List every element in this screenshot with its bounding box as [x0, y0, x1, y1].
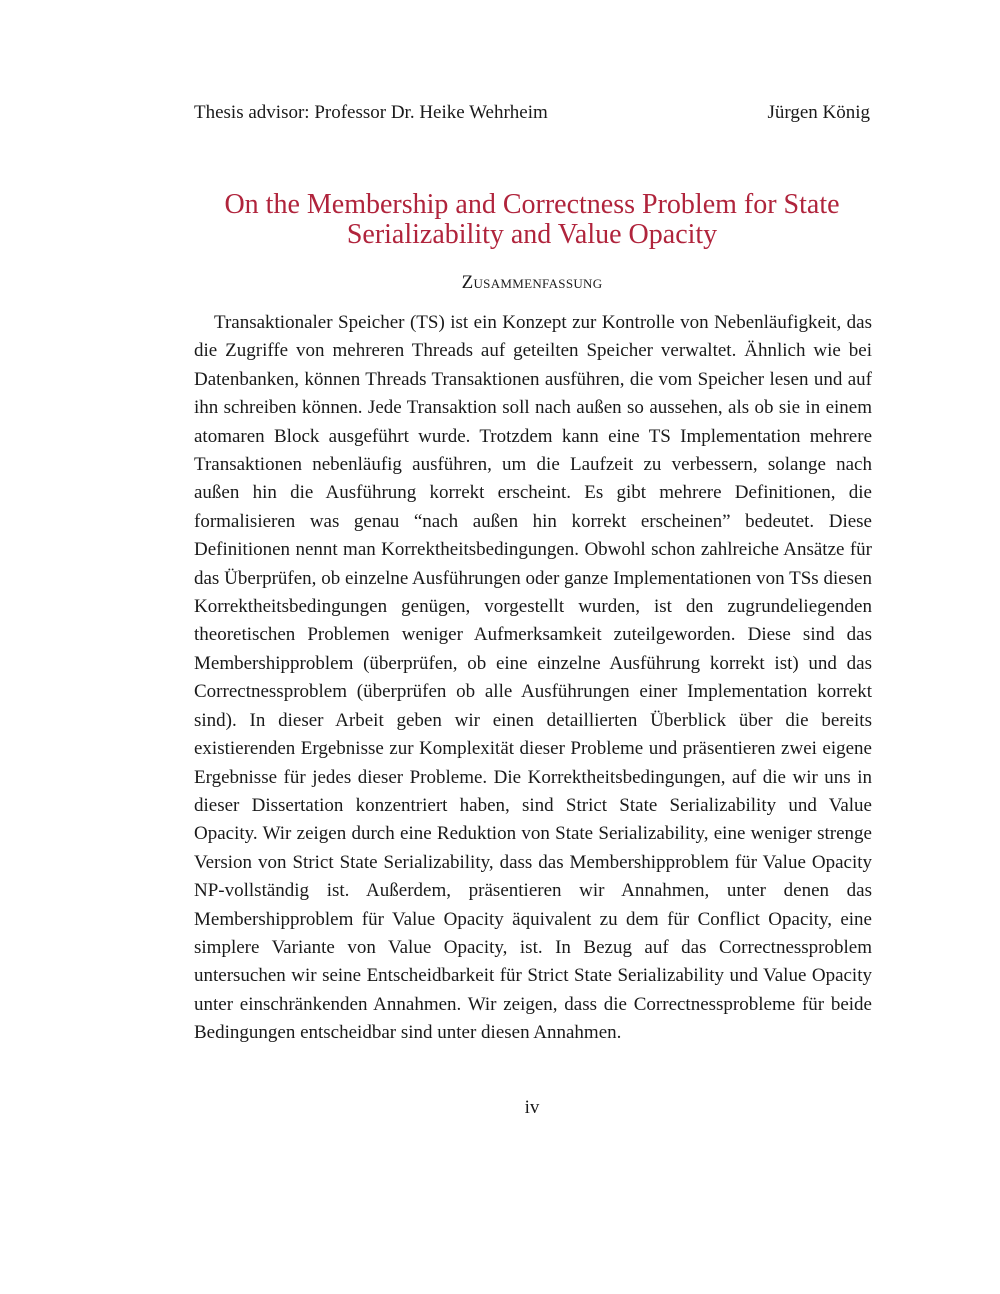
- thesis-advisor: Thesis advisor: Professor Dr. Heike Wehrheim: [194, 102, 548, 123]
- thesis-title: On the Membership and Correctness Problem for State Serializability and Value Opacity: [224, 189, 840, 250]
- page-number: iv: [524, 1097, 540, 1118]
- author-name: Jürgen König: [767, 102, 870, 123]
- running-header: [194, 102, 870, 124]
- abstract-body: Transaktionaler Speicher (TS) ist ein Konzept zur Kontrolle von Nebenläufigkeit, das die Zugriffe von mehreren Threads auf geteilten Speicher verwaltet. Ähnlich wie bei Datenbanken, können Threads Transaktionen ausführen, die vom Speicher lesen und auf ihn schreiben können. Jede Transaktion soll nach außen so aussehen, als ob sie in einem atomaren Block ausgeführt wurde. Trotzdem kann eine TS Implementation mehrere Transaktionen nebenläufig ausführen, um die Laufzeit zu verbessern, solange nach außen hin die Ausführung korrekt erscheint. Es gibt mehrere Definitionen, die formalisieren was genau “nach außen hin korrekt erscheinen” bedeutet. Diese Definitionen nennt man Korrektheitsbedingungen. Obwohl schon zahlreiche Ansätze für das Überprüfen, ob einzelne Ausführungen oder ganze Implementationen von TSs diesen Korrektheitsbedingungen genügen, vorgestellt wurden, ist den zugrundeliegenden theoretischen Problemen weniger Aufmerksamkeit zuteilgeworden. Diese sind das Membershipproblem (überprüfen, ob eine einzelne Ausführung korrekt ist) und das Correctnessproblem (überprüfen ob alle Ausführungen einer Implementation korrekt sind). In dieser Arbeit geben wir einen detaillierten Überblick über die bereits existierenden Ergebnisse zur Komplexität dieser Probleme und präsentieren zwei eigene Ergebnisse für jedes dieser Probleme. Die Korrektheitsbedingungen, auf die wir uns in dieser Dissertation konzentriert haben, sind Strict State Serializability und Value Opacity. Wir zeigen durch eine Reduktion von State Serializability, eine weniger strenge Version von Strict State Serializability, dass das Membershipproblem für Value Opacity NP-vollständig ist. Außerdem, präsentieren wir Annahmen, unter denen das Membershipproblem für Value Opacity äquivalent zu dem für Conflict Opacity, eine simplere Variante von Value Opacity, ist. In Bezug auf das Correctnessproblem untersuchen wir seine Entscheidbarkeit für Strict State Serializability und Value Opacity unter einschränkenden Annahmen. Wir zeigen, dass die Correctnessprobleme für beide Bedingungen entscheidbar sind unter diesen Annahmen.: [194, 312, 872, 1044]
- abstract-heading: Zusammenfassung: [461, 272, 603, 293]
